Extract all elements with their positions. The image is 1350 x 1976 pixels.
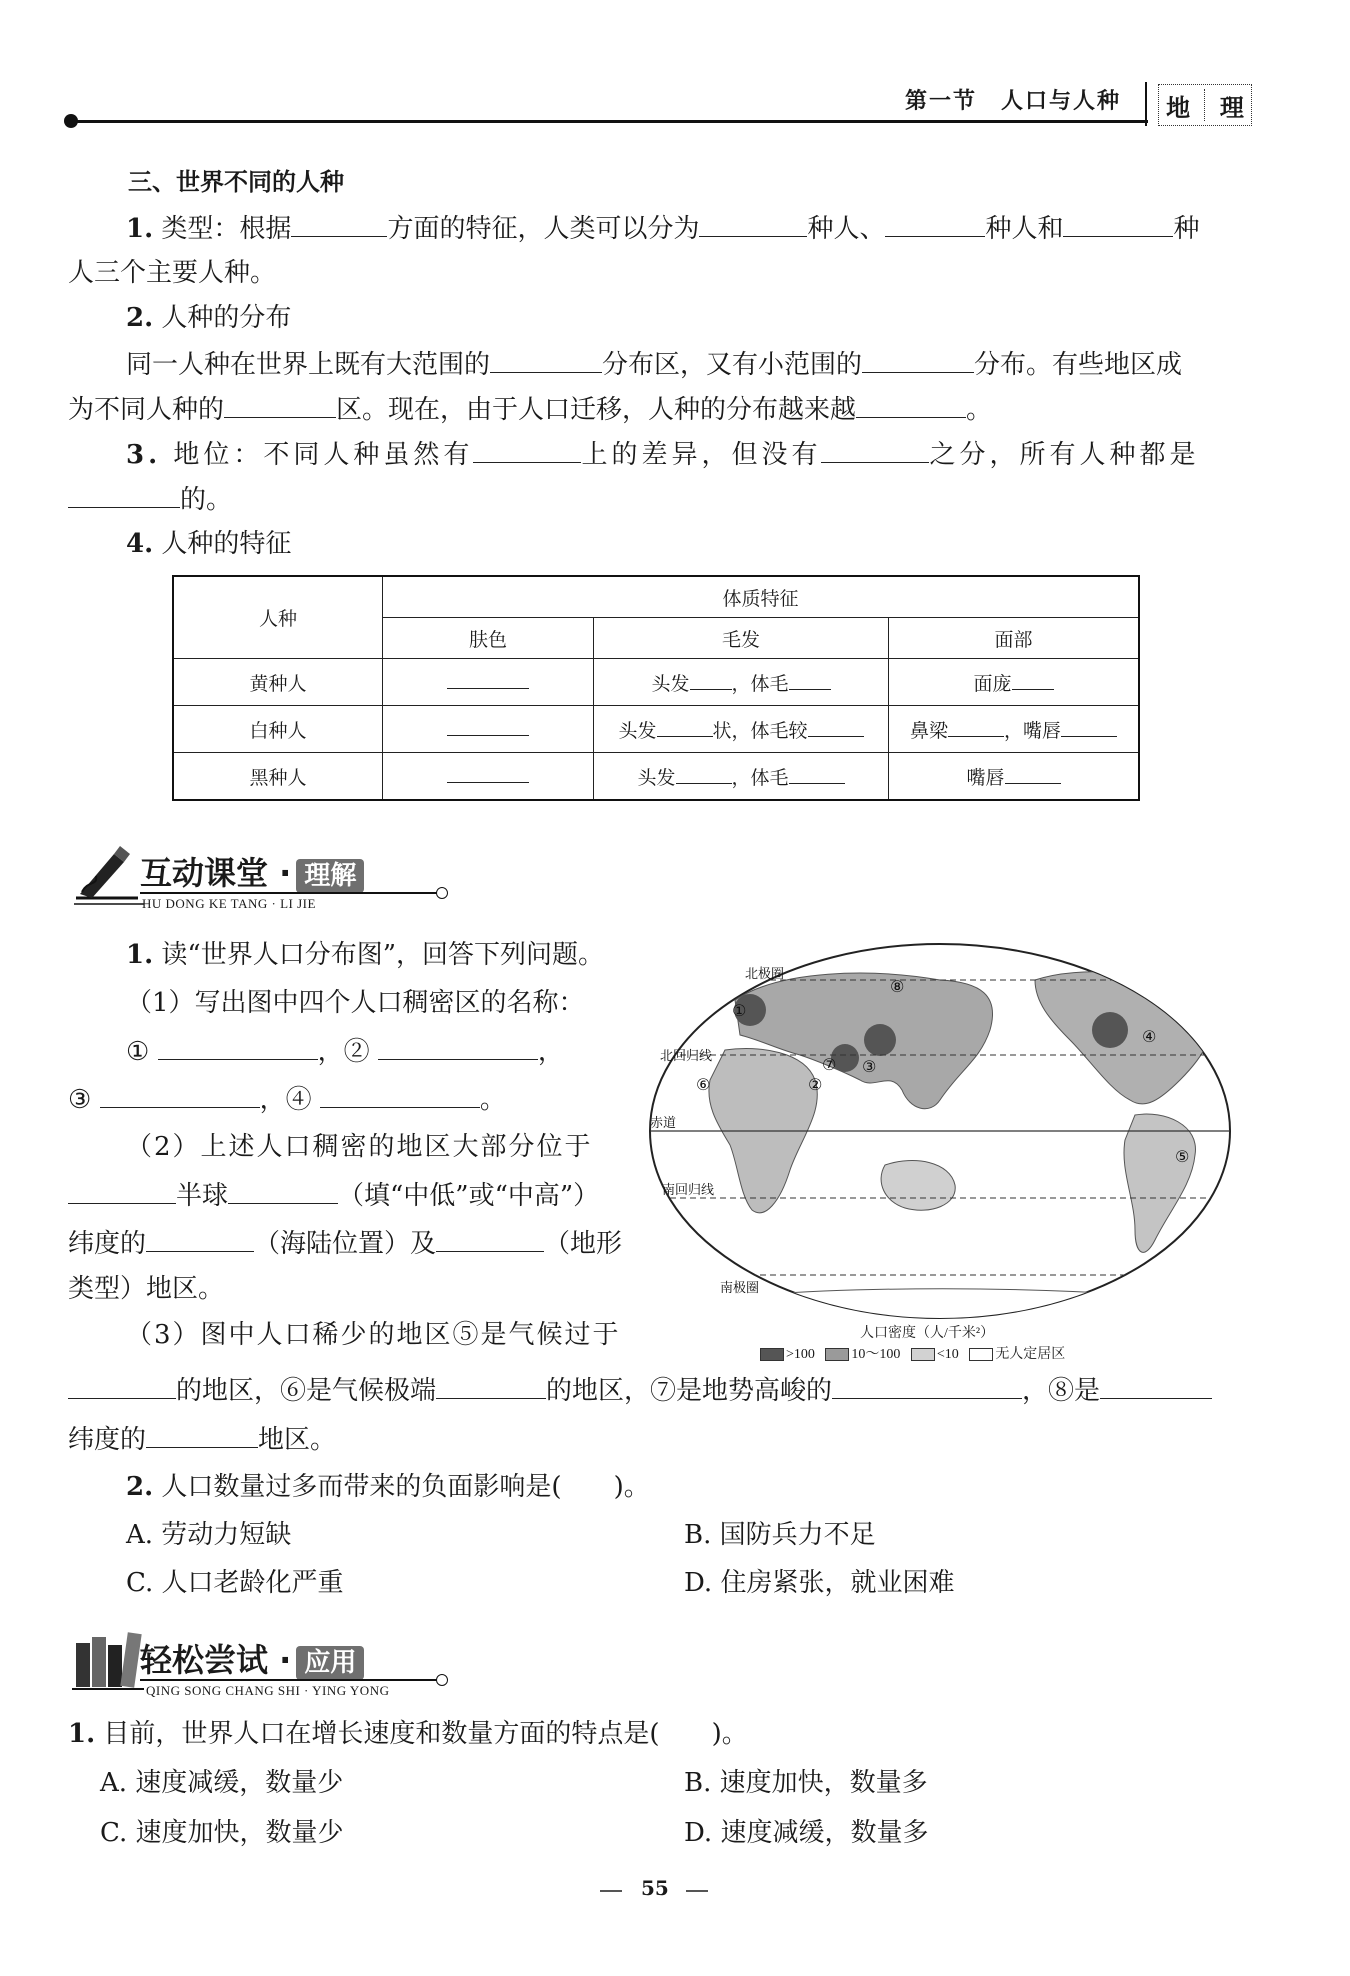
iq2-text: 人口数量过多而带来的负面影响是( )。 <box>161 1472 650 1502</box>
header-separator <box>1145 82 1147 126</box>
iq1-p3-line2 <box>68 1372 1212 1409</box>
antarctica-landmass <box>700 1289 1200 1322</box>
punct: ， <box>537 1037 564 1067</box>
q3-text-b: 上的差异，但没有 <box>581 440 822 470</box>
section-heading: 三、世界不同的人种 <box>128 168 344 196</box>
header-hair: 毛发 <box>594 618 889 659</box>
footer-dash-left <box>600 1890 622 1892</box>
q2-text-d: 为不同人种的 <box>68 395 225 425</box>
q1-number: 1. <box>126 214 154 244</box>
table-row <box>173 753 1139 801</box>
iq1-line <box>126 937 604 973</box>
hair-text: 头发 <box>651 672 690 695</box>
option-c[interactable]: C. 速度加快，数量少 <box>100 1818 344 1848</box>
answer-blank[interactable] <box>436 1372 546 1399</box>
iq1-answers-1 <box>126 1033 564 1070</box>
marker-6: ⑥ <box>696 1075 711 1094</box>
option-b[interactable]: B. 国防兵力不足 <box>684 1520 876 1550</box>
race-name: 黄种人 <box>173 659 383 706</box>
q1-line1 <box>126 210 1200 247</box>
circle-number: ，② <box>317 1037 370 1067</box>
q1-text-c: 种人、 <box>807 214 886 244</box>
answer-blank[interactable] <box>1061 718 1117 737</box>
face-text: 面庞 <box>973 672 1012 695</box>
p3-text: 的地区，⑥是气候极端 <box>176 1376 437 1406</box>
iq1-number: 1. <box>126 940 154 970</box>
world-population-map <box>640 940 1240 1322</box>
page-number: 55 <box>641 1876 669 1900</box>
answer-blank[interactable] <box>68 1177 176 1204</box>
answer-blank[interactable] <box>885 210 985 237</box>
marker-2: ② <box>808 1075 823 1094</box>
pq1-number: 1. <box>68 1719 96 1749</box>
table-row <box>173 659 1139 706</box>
punct: 。 <box>479 1085 506 1115</box>
q2-text-b: 分布区，又有小范围的 <box>602 350 863 380</box>
label-arctic-circle: 北极圈 <box>745 967 785 982</box>
p3-text: 纬度的 <box>68 1425 147 1455</box>
p3-text: 地区。 <box>258 1425 337 1455</box>
header-skin: 肤色 <box>383 618 594 659</box>
marker-1: ① <box>732 1001 747 1020</box>
legend-label: <10 <box>936 1347 959 1362</box>
skin-cell <box>383 706 594 753</box>
answer-blank[interactable] <box>68 481 180 508</box>
p2-text: （海陆位置）及 <box>254 1229 437 1259</box>
subject-label <box>1158 84 1252 126</box>
answer-blank[interactable] <box>699 210 807 237</box>
q1-line2: 人三个主要人种。 <box>68 258 277 288</box>
option-a[interactable]: A. 劳动力短缺 <box>126 1520 292 1550</box>
option-a[interactable]: A. 速度减缓，数量少 <box>100 1768 344 1798</box>
legend-label: 10～100 <box>851 1347 901 1362</box>
option-d[interactable]: D. 住房紧张，就业困难 <box>684 1568 955 1598</box>
marker-3: ③ <box>862 1057 877 1076</box>
face-text: 鼻梁 <box>909 719 948 742</box>
answer-blank[interactable] <box>862 346 974 373</box>
legend-swatch-mid <box>825 1348 849 1361</box>
subject-divider <box>1204 89 1205 121</box>
answer-blank[interactable] <box>821 436 929 463</box>
answer-blank[interactable] <box>1063 210 1173 237</box>
map-legend <box>760 1343 1065 1363</box>
q3-text-a: 地位：不同人种虽然有 <box>173 440 474 470</box>
marker-8: ⑧ <box>890 977 905 996</box>
q2-text-f: 。 <box>966 395 993 425</box>
answer-blank[interactable] <box>447 717 529 736</box>
label-tropic-capricorn: 南回归线 <box>662 1183 715 1198</box>
option-c[interactable]: C. 人口老龄化严重 <box>126 1568 344 1598</box>
p2-text: （填“中低”或“中高”） <box>338 1181 600 1211</box>
marker-4: ④ <box>1142 1027 1157 1046</box>
answer-blank[interactable] <box>1100 1372 1212 1399</box>
p2-text: （地形 <box>544 1229 623 1259</box>
header-race: 人种 <box>173 576 383 659</box>
footer-dash-right <box>686 1890 708 1892</box>
pq1-line <box>68 1716 748 1752</box>
label-antarctic-circle: 南极圈 <box>720 1281 760 1296</box>
face-cell <box>889 659 1140 706</box>
q2-text-a: 同一人种在世界上既有大范围的 <box>126 350 491 380</box>
q3-line1 <box>126 436 1199 473</box>
face-text: ，嘴唇 <box>1004 719 1062 742</box>
answer-blank[interactable] <box>657 718 713 737</box>
banner-title-group <box>140 1635 364 1681</box>
q3-text-c: 之分，所有人种都是 <box>929 440 1200 470</box>
q3-line2 <box>68 481 232 518</box>
answer-blank[interactable] <box>100 1081 260 1108</box>
p3-text: 的地区，⑦是地势高峻的 <box>546 1376 833 1406</box>
iq2-line <box>126 1469 650 1505</box>
q3-number: 3. <box>126 440 162 470</box>
answer-blank[interactable] <box>1005 765 1061 784</box>
table-row <box>173 706 1139 753</box>
legend-title: 人口密度（人/千米²） <box>860 1326 995 1341</box>
face-cell <box>889 706 1140 753</box>
iq1-p3-line3 <box>68 1421 336 1458</box>
banner-title: 互动课堂 · <box>140 854 292 892</box>
q1-text-d: 种人和 <box>985 214 1064 244</box>
option-b[interactable]: B. 速度加快，数量多 <box>684 1768 928 1798</box>
answer-blank[interactable] <box>436 1225 544 1252</box>
marker-5: ⑤ <box>1175 1147 1190 1166</box>
answer-blank[interactable] <box>447 670 529 689</box>
answer-blank[interactable] <box>291 210 387 237</box>
p2-text: 半球 <box>176 1181 229 1211</box>
answer-blank[interactable] <box>224 391 336 418</box>
answer-blank[interactable] <box>789 765 845 784</box>
banner-underline <box>140 1679 440 1681</box>
banner-subtitle: QING SONG CHANG SHI · YING YONG <box>146 1683 390 1698</box>
books-icon <box>68 1625 148 1697</box>
hair-text: 头发 <box>618 719 657 742</box>
q2-line1 <box>126 346 1182 383</box>
banner-title: 轻松尝试 · <box>140 1641 292 1679</box>
answer-blank[interactable] <box>1012 671 1054 690</box>
legend-swatch-none <box>969 1348 993 1361</box>
answer-blank[interactable] <box>856 391 966 418</box>
banner-circle <box>436 887 448 899</box>
p2-text: 纬度的 <box>68 1229 147 1259</box>
banner-subtitle: HU DONG KE TANG · LI JIE <box>142 896 316 911</box>
race-traits-table <box>172 575 1140 801</box>
answer-blank[interactable] <box>228 1177 338 1204</box>
q1-text-b: 方面的特征，人类可以分为 <box>387 214 700 244</box>
label-tropic-cancer: 北回归线 <box>660 1049 713 1064</box>
q2-text-e: 区。现在，由于人口迁移，人种的分布越来越 <box>336 395 857 425</box>
answer-blank[interactable] <box>789 671 831 690</box>
answer-blank[interactable] <box>490 346 602 373</box>
chapter-title: 第一节 人口与人种 <box>905 88 1122 114</box>
q1-text-a: 类型：根据 <box>161 214 292 244</box>
face-cell <box>889 753 1140 801</box>
hair-text: 头发 <box>637 766 676 789</box>
skin-cell <box>383 753 594 801</box>
race-name: 黑种人 <box>173 753 383 801</box>
pen-writing-icon <box>68 840 148 910</box>
option-d[interactable]: D. 速度减缓，数量多 <box>684 1818 929 1848</box>
hair-text: ，体毛 <box>731 672 789 695</box>
answer-blank[interactable] <box>68 1372 176 1399</box>
q1-text-e: 种 <box>1173 214 1200 244</box>
circle-number: ③ <box>68 1085 92 1115</box>
hair-cell <box>594 706 889 753</box>
iq1-text: 读“世界人口分布图”，回答下列问题。 <box>161 940 605 970</box>
iq1-p3-line1: （3）图中人口稀少的地区⑤是气候过于 <box>126 1320 621 1350</box>
iq1-p1: （1）写出图中四个人口稠密区的名称： <box>126 988 585 1018</box>
q2-title: 人种的分布 <box>161 303 292 333</box>
answer-blank[interactable] <box>832 1372 1022 1399</box>
banner-badge: 理解 <box>296 859 364 893</box>
hair-cell <box>594 753 889 801</box>
subject-char-1: 地 <box>1166 92 1191 122</box>
race-name: 白种人 <box>173 706 383 753</box>
pq1-text: 目前，世界人口在增长速度和数量方面的特点是( )。 <box>103 1719 748 1749</box>
hair-text: ，体毛 <box>731 766 789 789</box>
banner-badge: 应用 <box>296 1646 364 1680</box>
answer-blank[interactable] <box>146 1225 254 1252</box>
header-face: 面部 <box>889 618 1140 659</box>
q2-number: 2. <box>126 303 154 333</box>
q2-line2 <box>68 391 992 428</box>
hair-cell <box>594 659 889 706</box>
legend-swatch-low <box>911 1348 935 1361</box>
answer-blank[interactable] <box>473 436 581 463</box>
q4-title-line <box>126 526 291 562</box>
banner-title-group <box>140 848 364 894</box>
banner-circle <box>436 1674 448 1686</box>
iq1-answers-2 <box>68 1081 506 1118</box>
iq1-p2-line3 <box>68 1225 622 1262</box>
legend-swatch-high <box>760 1348 784 1361</box>
iq1-p2-line1: （2）上述人口稠密的地区大部分位于 <box>126 1132 593 1162</box>
iq1-p2-line2 <box>68 1177 599 1214</box>
answer-blank[interactable] <box>948 718 1004 737</box>
legend-label: 无人定居区 <box>995 1347 1066 1362</box>
iq1-p2-line4: 类型）地区。 <box>68 1274 225 1304</box>
circle-number: ，④ <box>259 1085 312 1115</box>
marker-7: ⑦ <box>822 1055 837 1074</box>
answer-blank[interactable] <box>378 1033 538 1060</box>
answer-blank[interactable] <box>690 671 732 690</box>
label-equator: 赤道 <box>650 1116 677 1131</box>
answer-blank[interactable] <box>320 1081 480 1108</box>
interactive-class-banner <box>68 840 388 910</box>
q3-text-d: 的。 <box>180 485 233 515</box>
legend-label: >100 <box>786 1347 815 1362</box>
hair-text: 状，体毛较 <box>712 719 808 742</box>
q2-title-line <box>126 300 291 336</box>
header-physical-traits: 体质特征 <box>383 576 1140 618</box>
answer-blank[interactable] <box>447 764 529 783</box>
circle-number: ① <box>126 1037 150 1067</box>
skin-cell <box>383 659 594 706</box>
face-text: 嘴唇 <box>966 766 1005 789</box>
q4-number: 4. <box>126 529 154 559</box>
q2-text-c: 分布。有些地区成 <box>974 350 1183 380</box>
answer-blank[interactable] <box>158 1033 318 1060</box>
map-figure <box>640 940 1240 1322</box>
answer-blank[interactable] <box>146 1421 258 1448</box>
q4-title: 人种的特征 <box>161 529 292 559</box>
answer-blank[interactable] <box>676 765 732 784</box>
subject-char-2: 理 <box>1219 92 1244 122</box>
p3-text: ，⑧是 <box>1022 1376 1101 1406</box>
practice-banner <box>68 1625 388 1697</box>
header-rule <box>68 120 1148 123</box>
iq2-number: 2. <box>126 1472 154 1502</box>
banner-underline <box>140 892 440 894</box>
answer-blank[interactable] <box>808 718 864 737</box>
